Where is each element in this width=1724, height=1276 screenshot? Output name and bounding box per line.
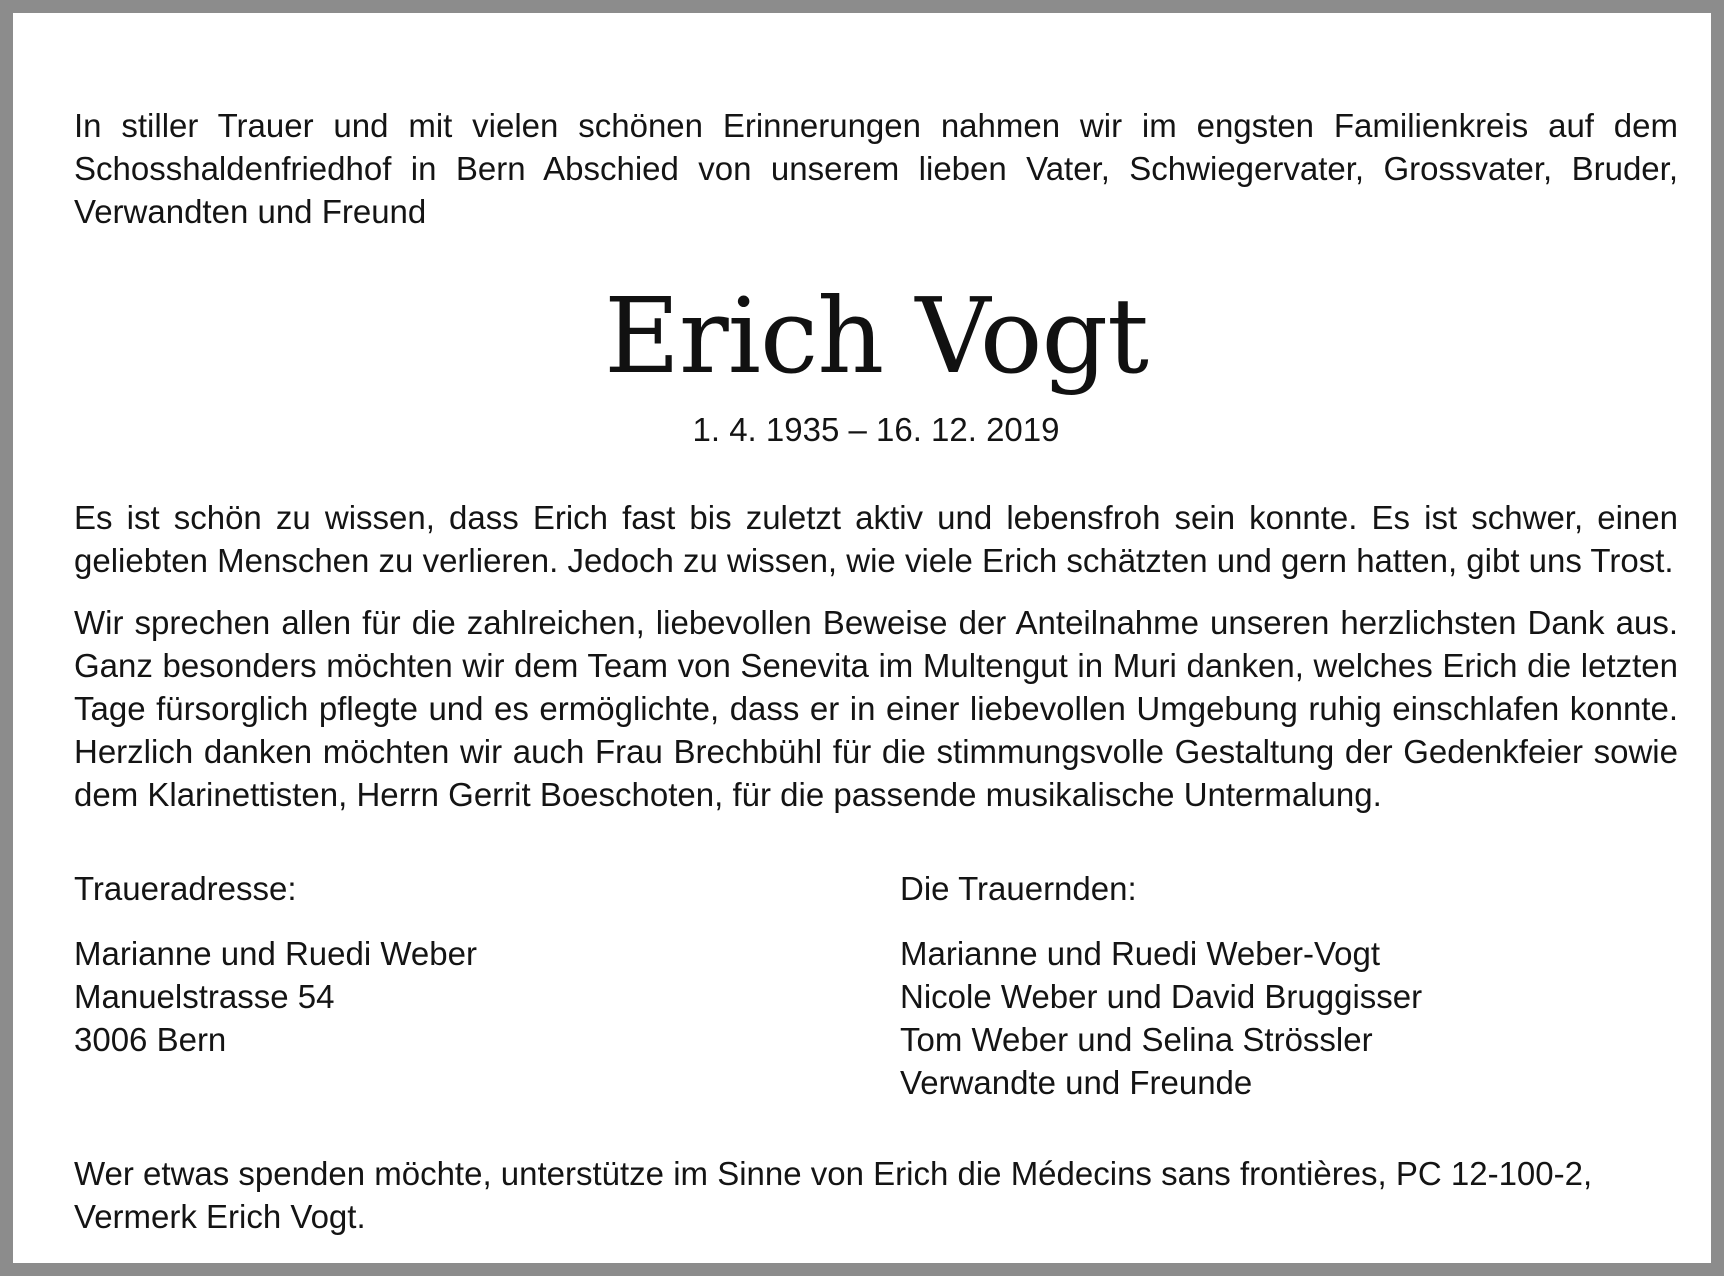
notice-content bbox=[74, 104, 1678, 1238]
address-line: 3006 Bern bbox=[74, 1021, 227, 1058]
mourner-line: Verwandte und Freunde bbox=[900, 1064, 1253, 1101]
donation-note: Wer etwas spenden möchte, unterstütze im Sinne von Erich die Médecins sans frontières, PC 12-100-2, Vermerk Erich Vogt. bbox=[74, 1155, 1593, 1235]
address-line: Marianne und Ruedi Weber bbox=[74, 935, 477, 972]
mourners-heading: Die Trauernden: bbox=[900, 870, 1137, 907]
address-heading: Traueradresse: bbox=[74, 870, 297, 907]
address-line: Manuelstrasse 54 bbox=[74, 978, 335, 1015]
mourners-list bbox=[900, 867, 1678, 1104]
mourning-address bbox=[74, 867, 900, 1104]
contact-columns bbox=[74, 867, 1678, 1104]
intro-text: In stiller Trauer und mit vielen schönen Erinnerungen nahmen wir im engsten Familienkreis auf dem Schosshaldenfriedhof in Bern Abschied von unserem lieben Vater, Schwiegervater, Grossvater, Bruder, Verwandten und Freund bbox=[74, 107, 1678, 230]
mourner-line: Tom Weber und Selina Strössler bbox=[900, 1021, 1373, 1058]
mourner-line: Marianne und Ruedi Weber-Vogt bbox=[900, 935, 1381, 972]
paragraph-comfort: Es ist schön zu wissen, dass Erich fast bis zuletzt aktiv und lebensfroh sein konnte. Es ist schwer, einen geliebten Menschen zu verlieren. Jedoch zu wissen, wie viele Erich schätzten und gern hatten, gibt uns Trost. bbox=[74, 499, 1678, 579]
paragraph-thanks: Wir sprechen allen für die zahlreichen, liebevollen Beweise der Anteilnahme unseren herzlichsten Dank aus. Ganz besonders möchten wir dem Team von Senevita im Multengut in Muri danken, welches Erich die letzten Tage fürsorglich pflegte und es ermöglichte, dass er in einer liebevollen Umgebung ruhig einschlafen konnte. Herzlich danken möchten wir auch Frau Brechbühl für die stimmungsvolle Gestaltung der Gedenkfeier sowie dem Klarinettisten, Herrn Gerrit Boeschoten, für die passende musikalische Untermalung. bbox=[74, 604, 1678, 813]
deceased-name: Erich Vogt bbox=[604, 275, 1148, 397]
life-dates: 1. 4. 1935 – 16. 12. 2019 bbox=[692, 411, 1060, 448]
mourner-line: Nicole Weber und David Bruggisser bbox=[900, 978, 1423, 1015]
